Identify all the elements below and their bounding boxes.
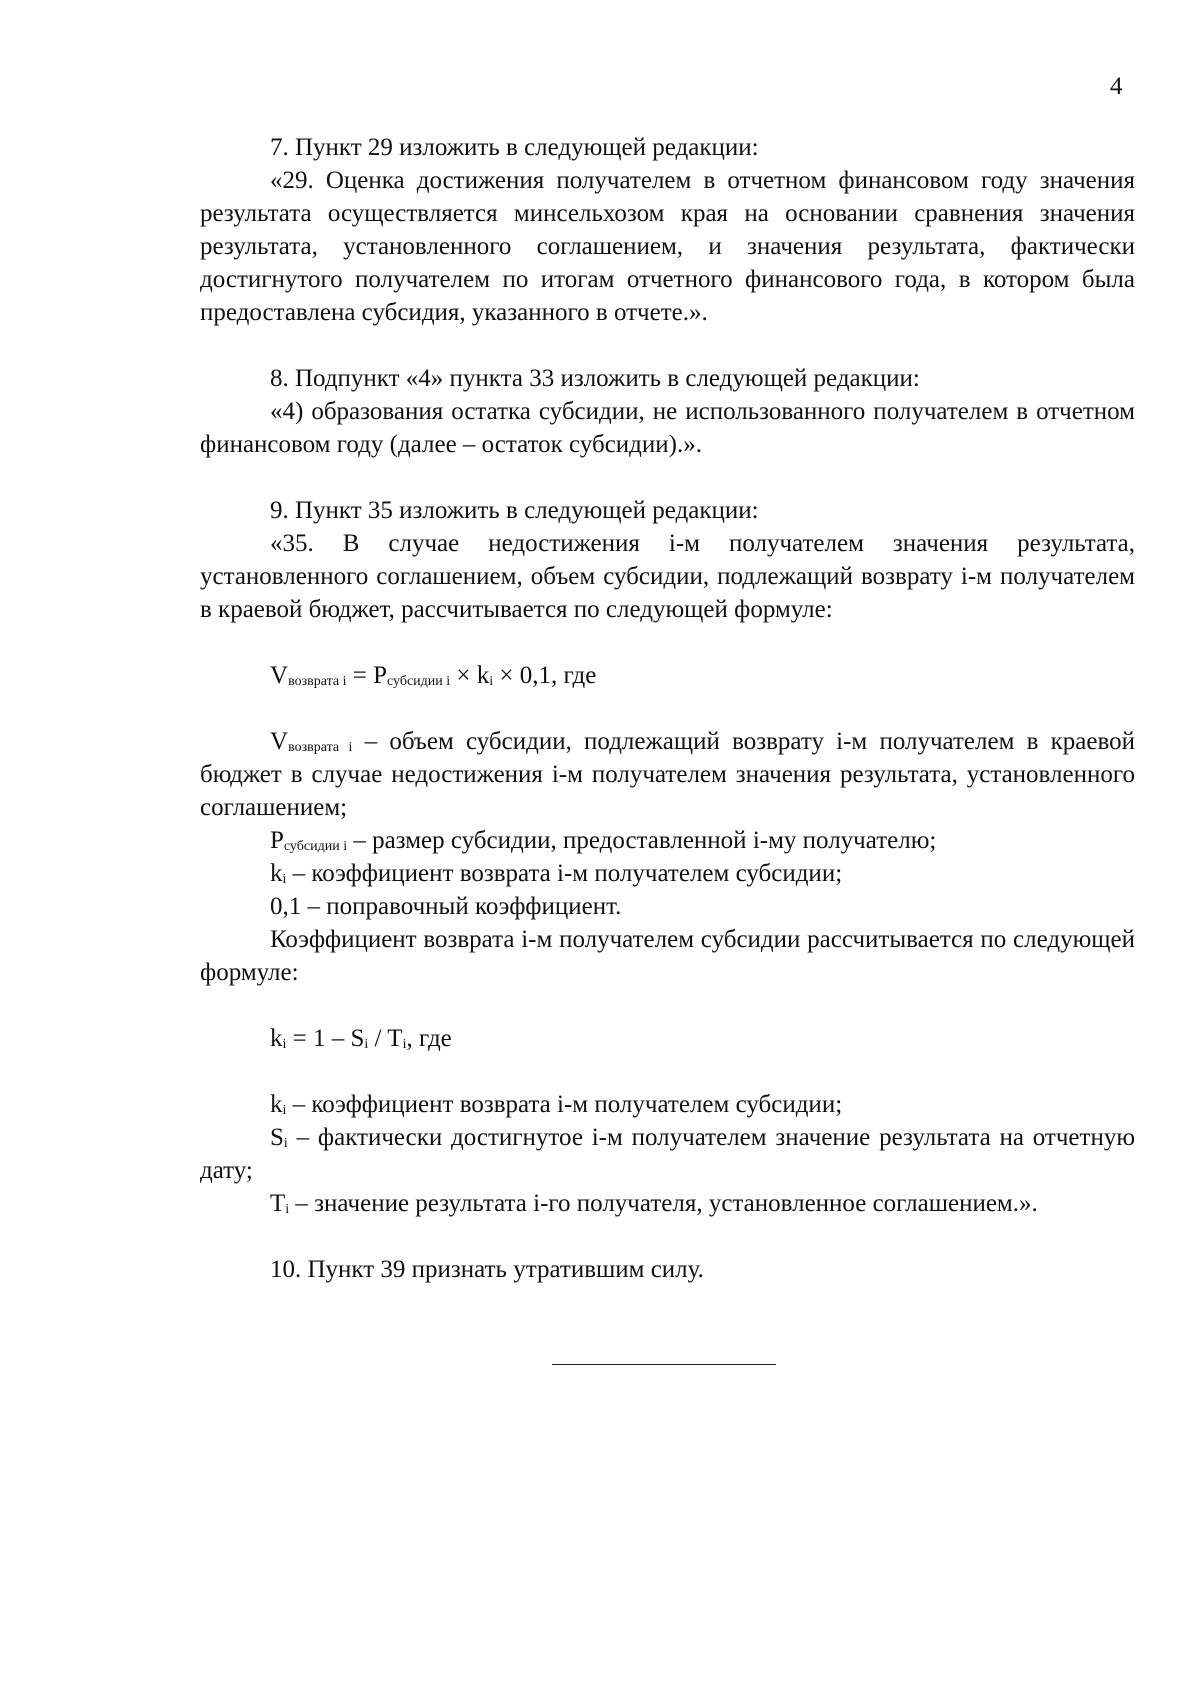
formula-equals: = <box>346 662 374 689</box>
formula-v-subscript: возврата i <box>288 674 347 689</box>
definition-k2-text: – коэффициент возврата i-м получателем субсидии; <box>286 1091 843 1118</box>
definition-t-symbol: T <box>270 1190 286 1217</box>
formula-p-symbol: P <box>373 662 387 689</box>
definition-t-subscript: i <box>285 1202 290 1217</box>
formula2-k-subscript: i <box>282 1037 287 1052</box>
definition-k2 <box>200 1088 1135 1121</box>
definition-v-text: – объем субсидии, подлежащий возврату i-м получателем в краевой бюджет в случае недостижения i-м получателем значения результата, установленного соглашением; <box>200 728 1135 821</box>
item-7-text: «29. Оценка достижения получателем в отчетном финансовом году значения результата осуществляется минсельхозом края на основании сравнения значения результата, установленного соглашением, и значения результата, фактически достигнутого получателем по итогам отчетного финансового года, в котором была предоставлена субсидия, указанного в отчете.». <box>200 167 1135 326</box>
formula-k-symbol: × k <box>450 662 490 689</box>
formula2-middle: = 1 – S <box>286 1025 365 1052</box>
page-number: 4 <box>1110 73 1123 100</box>
formula-p-subscript: субсидии i <box>386 674 451 689</box>
definition-p-subscript: субсидии i <box>283 839 348 854</box>
formula-k-subscript: i <box>489 674 494 689</box>
definition-k-text: – коэффициент возврата i-м получателем субсидии; <box>286 860 843 887</box>
definition-t <box>200 1187 1135 1220</box>
formula2-k-symbol: k <box>270 1025 283 1052</box>
definition-correction: 0,1 – поправочный коэффициент. <box>270 893 622 920</box>
coefficient-text: Коэффициент возврата i-м получателем субсидии рассчитывается по следующей формуле: <box>200 926 1135 986</box>
item-8-text: «4) образования остатка субсидии, не использованного получателем в отчетном финансовом году (далее – остаток субсидии).». <box>200 398 1135 458</box>
definition-k2-symbol: k <box>270 1091 283 1118</box>
definition-p <box>200 824 1135 857</box>
formula2-tail: , где <box>406 1025 452 1052</box>
definition-s-symbol: S <box>270 1124 284 1151</box>
item-9-text: «35. В случае недостижения i-м получателем значения результата, установленного соглашением, объем субсидии, подлежащий возврату i-м получателем в краевой бюджет, рассчитывается по следующей формуле: <box>200 530 1135 623</box>
definition-p-symbol: P <box>270 827 284 854</box>
formula-v-symbol: V <box>270 662 289 689</box>
definition-k-symbol: k <box>270 860 283 887</box>
formula2-s-subscript: i <box>364 1037 369 1052</box>
definition-v-subscript: возврата i <box>288 740 353 755</box>
definition-s-text: – фактически достигнутое i-м получателем значение результата на отчетную дату; <box>200 1124 1135 1184</box>
coefficient-formula <box>200 1022 1135 1055</box>
document-body <box>200 131 1135 1286</box>
item-9-heading: 9. Пункт 35 изложить в следующей редакции: <box>270 497 759 524</box>
definition-k <box>200 857 1135 890</box>
refund-formula <box>200 659 1135 692</box>
definition-t-text: – значение результата i-го получателя, установленное соглашением.». <box>289 1190 1038 1217</box>
definition-p-text: – размер субсидии, предоставленной i-му получателю; <box>347 827 937 854</box>
definition-k2-subscript: i <box>282 1103 287 1118</box>
definition-v-symbol: V <box>270 728 289 755</box>
item-8-heading: 8. Подпункт «4» пункта 33 изложить в следующей редакции: <box>270 365 920 392</box>
formula2-t-subscript: i <box>402 1037 407 1052</box>
definition-s-subscript: i <box>283 1136 288 1151</box>
formula2-divide: / T <box>368 1025 403 1052</box>
item-10-heading: 10. Пункт 39 признать утратившим силу. <box>270 1256 704 1283</box>
end-rule-divider <box>552 1364 776 1365</box>
definition-s <box>200 1121 1135 1187</box>
definition-v <box>200 725 1135 824</box>
formula-tail: × 0,1, где <box>493 662 597 689</box>
item-7-heading: 7. Пункт 29 изложить в следующей редакции: <box>270 134 759 161</box>
definition-k-subscript: i <box>282 872 287 887</box>
